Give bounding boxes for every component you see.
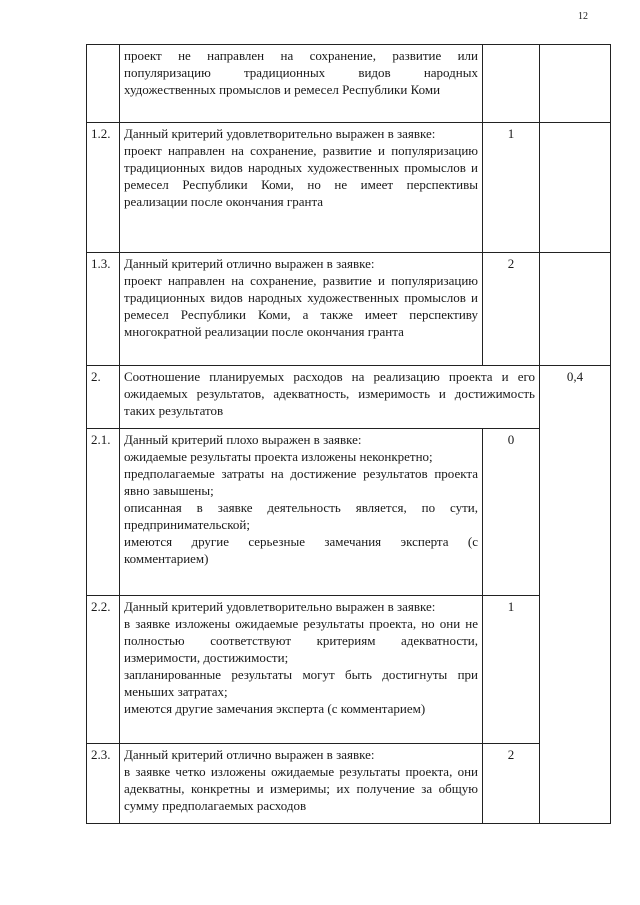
criterion-line: Данный критерий удовлетворительно выражен в заявке:: [124, 126, 436, 141]
criterion-line: проект направлен на сохранение, развитие и популяризацию традиционных видов народных художественных промыслов и ремесел Республики Коми, а также имеет перспективу многократной реализации после окончания гранта: [124, 273, 478, 339]
row-number: 2.3.: [87, 744, 120, 824]
criterion-line: Данный критерий отлично выражен в заявке:: [124, 256, 375, 271]
criterion-line: имеются другие замечания эксперта (с комментарием): [124, 701, 426, 716]
table-row: [87, 123, 611, 253]
criterion-text: [120, 429, 483, 596]
score-cell: 1: [483, 123, 540, 253]
criterion-line: Соотношение планируемых расходов на реализацию проекта и его ожидаемых результатов, адекватность, измеримость и достижимость таких результатов: [124, 369, 535, 418]
criterion-text: [120, 596, 483, 744]
weight-cell: [540, 45, 611, 123]
criterion-line: предполагаемые затраты на достижение результатов проекта явно завышены;: [124, 466, 478, 498]
table-row: [87, 366, 611, 429]
score-cell: 1: [483, 596, 540, 744]
score-cell: [483, 45, 540, 123]
criterion-line: в заявке изложены ожидаемые результаты проекта, но они не полностью соответствуют критериям адекватности, измеримости, достижимости;: [124, 616, 478, 665]
criterion-line: в заявке четко изложены ожидаемые результаты проекта, они адекватны, конкретны и измеримы; их получение за общую сумму предполагаемых расходов: [124, 764, 478, 813]
table-row: [87, 45, 611, 123]
weight-cell: [540, 123, 611, 253]
criterion-text: [120, 45, 483, 123]
table-row: [87, 596, 611, 744]
criteria-table: [86, 44, 611, 824]
weight-cell: [540, 253, 611, 366]
table-row: [87, 429, 611, 596]
score-cell: 2: [483, 744, 540, 824]
row-number: 2.: [87, 366, 120, 429]
table-row: [87, 253, 611, 366]
row-number: 1.2.: [87, 123, 120, 253]
criterion-text: [120, 366, 540, 429]
table-row: [87, 744, 611, 824]
criterion-line: имеются другие серьезные замечания эксперта (с комментарием): [124, 534, 478, 566]
criterion-text: [120, 253, 483, 366]
criterion-line: проект направлен на сохранение, развитие и популяризацию традиционных видов народных художественных промыслов и ремесел Республики Коми, но не имеет перспективы реализации после окончания гранта: [124, 143, 478, 209]
row-number: 2.2.: [87, 596, 120, 744]
row-number: 1.3.: [87, 253, 120, 366]
page-number: 12: [578, 11, 588, 22]
weight-cell: 0,4: [540, 366, 611, 824]
row-number: 2.1.: [87, 429, 120, 596]
criterion-line: Данный критерий плохо выражен в заявке:: [124, 432, 362, 447]
criterion-line: проект не направлен на сохранение, развитие или популяризацию традиционных видов народных художественных промыслов и ремесел Республики Коми: [124, 48, 478, 97]
criterion-text: [120, 744, 483, 824]
criterion-line: Данный критерий отлично выражен в заявке:: [124, 747, 375, 762]
criterion-line: запланированные результаты могут быть достигнуты при меньших затратах;: [124, 667, 478, 699]
criterion-line: описанная в заявке деятельность является, по сути, предпринимательской;: [124, 500, 478, 532]
score-cell: 2: [483, 253, 540, 366]
criterion-line: Данный критерий удовлетворительно выражен в заявке:: [124, 599, 436, 614]
criterion-line: ожидаемые результаты проекта изложены неконкретно;: [124, 449, 433, 464]
criterion-text: [120, 123, 483, 253]
row-number: [87, 45, 120, 123]
score-cell: 0: [483, 429, 540, 596]
